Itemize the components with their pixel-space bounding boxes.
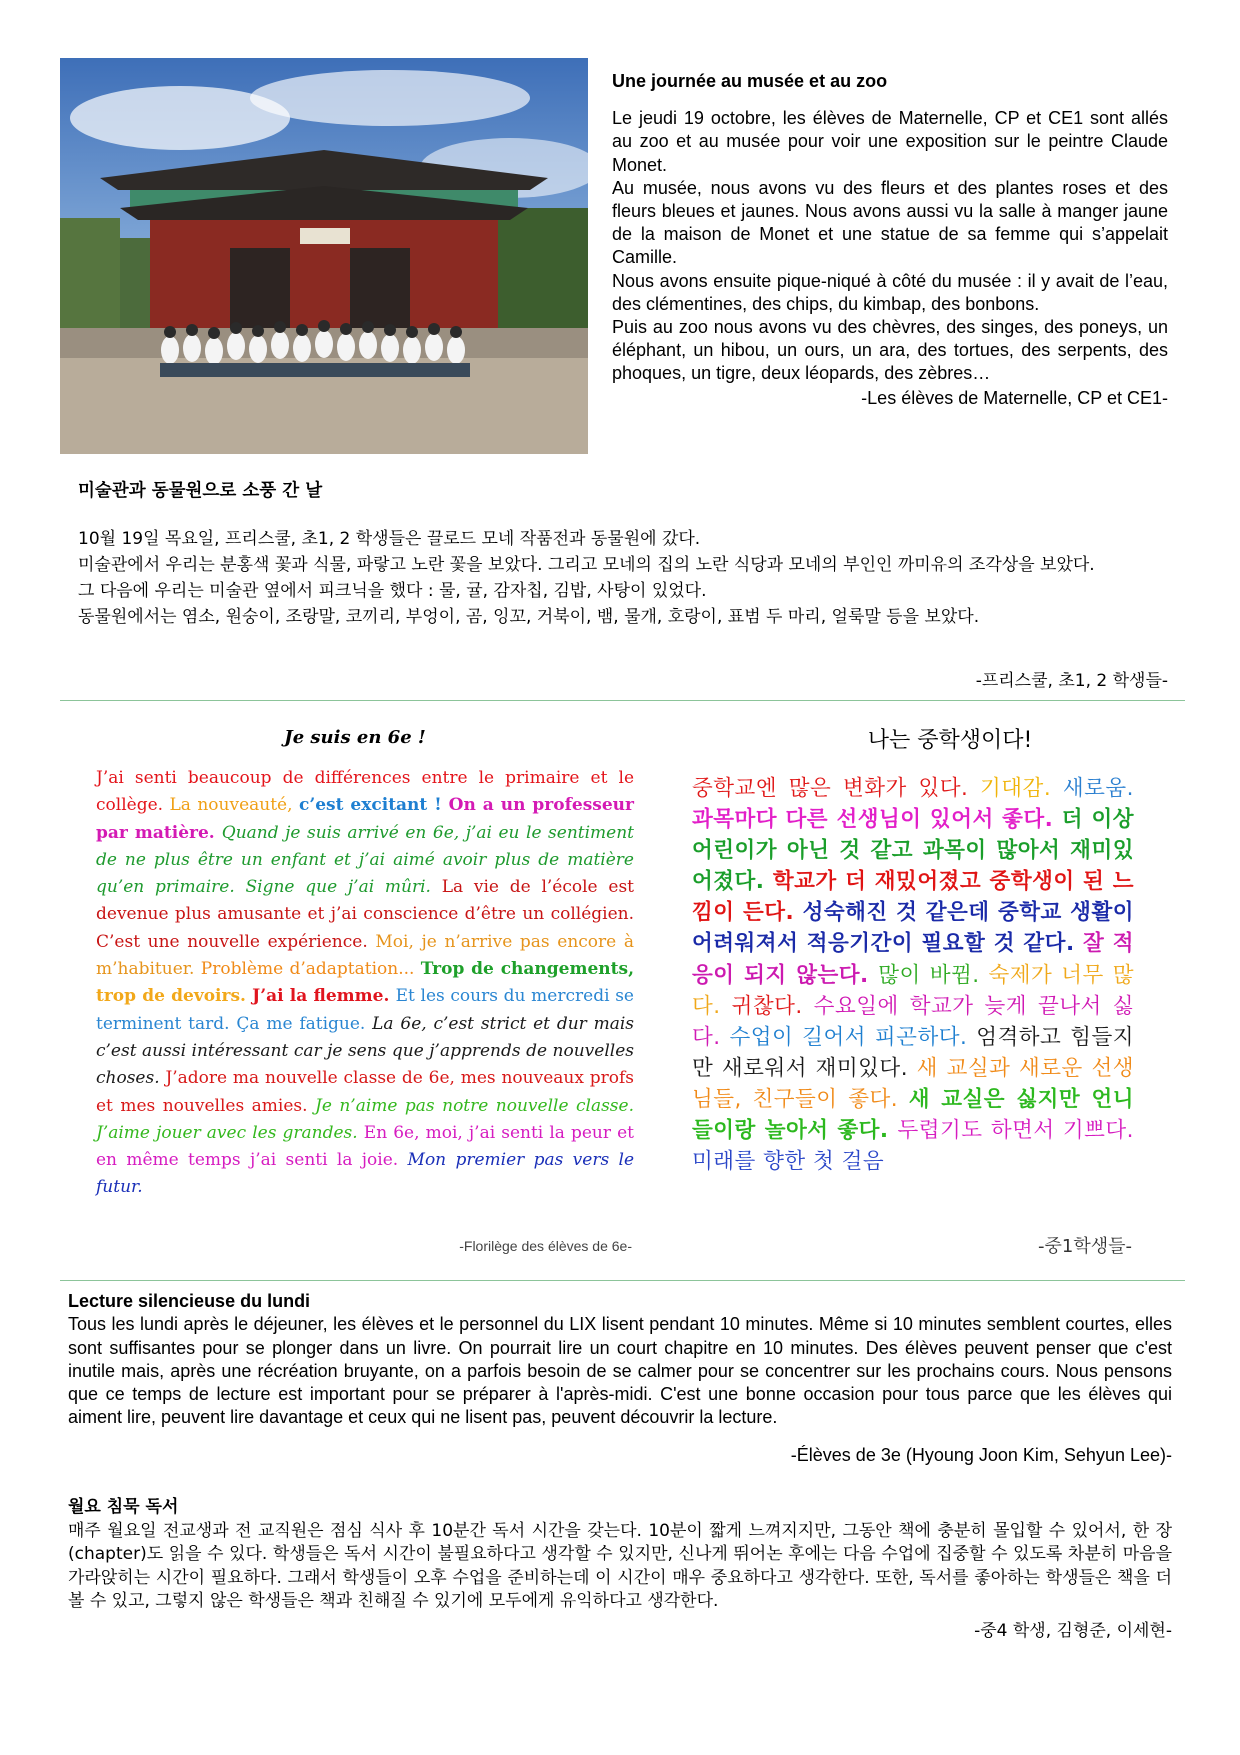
museum-article-fr — [612, 70, 1168, 410]
museum-article-fr-title: Une journée au musée et au zoo — [612, 71, 888, 91]
text-segment: La vie de l’école est devenue plus amusante et j’ai conscience d’être un collégien. C’est une nouvelle expérience. — [96, 877, 634, 952]
text-segment: J’ai senti beaucoup de différences entre le primaire et le collège. — [96, 768, 634, 816]
museum-ko-signature: -프리스쿨, 초1, 2 학생들- — [975, 671, 1168, 691]
text-segment: 새 교실과 새로운 선생님들, 친구들이 좋다. — [692, 1055, 1134, 1112]
lecture-ko-text: 매주 월요일 전교생과 전 교직원은 점심 식사 후 10분간 독서 시간을 갖는다. 10분이 짧게 느껴지지만, 그동안 책에 충분히 몰입할 수 있어서, 한 장(chapter)도 읽을 수 있다. 학생들은 독서 시간이 불필요하다고 생각할 수 있지만, 신나게 뛰어논 후에는 다음 수업에 집중할 수 있도록 차분히 마음을 가라앉히는 시간이 필요하다. 그래서 학생들이 오후 수업을 준비하는데 이 시간이 매우 중요하다고 생각한다. 또한, 독서를 좋아하는 학생들은 책을 더 볼 수 있고, 그렇지 않은 학생들은 책과 친해질 수 있기에 모두에게 유익하다고 생각한다. — [68, 1520, 1172, 1611]
museum-fr-paragraph: Nous avons ensuite pique-niqué à côté du musée : il y avait de l’eau, des clémentines, des chips, du kimbap, des bonbons. — [612, 270, 1168, 314]
text-segment: 수요일에 학교가 늦게 끝나서 싫다. — [692, 993, 1134, 1050]
text-segment: La 6e, c’est strict et dur mais c’est aussi intéressant car je sens que j’apprends de nouvelles choses. — [96, 1013, 635, 1089]
lecture-ko-title: 월요 침묵 독서 — [68, 1497, 179, 1517]
sixieme-signature: -Florilège des élèves de 6e- — [459, 1238, 632, 1254]
text-segment: 두렵기도 하면서 기쁘다. — [897, 1118, 1134, 1144]
lecture-fr-text: Tous les lundi après le déjeuner, les élèves et le personnel du LIX lisent pendant 10 minutes. Même si 10 minutes semblent courtes, elles sont suffisantes pour se plonger dans un livre. On pourrait lire un court chapitre en 10 minutes. Des élèves peuvent penser que c'est inutile mais, après une récréation bruyante, on a parfois besoin de se calmer pour se concentrer sur les prochains cours. Nous pensons que ce temps de lecture est important pour se préparer à l'après-midi. C'est une bonne occasion pour tous parce que les élèves qui aiment lire, peuvent lire davantage et ceux qui ne lisent pas, peuvent découvrir la lecture. — [68, 1314, 1172, 1428]
text-segment: 학교가 더 재밌어졌고 중학생이 된 느낌이 든다. — [692, 869, 1134, 926]
text-segment: Problème d’adaptation... — [200, 959, 421, 980]
lecture-fr-signature: -Élèves de 3e (Hyoung Joon Kim, Sehyun Lee)- — [790, 1444, 1172, 1465]
section-divider — [60, 1280, 1185, 1281]
sixieme-title: Je suis en 6e ! — [284, 727, 426, 748]
text-segment: 더 이상 어린이가 아닌 것 같고 과목이 많아서 재미있어졌다. — [692, 807, 1134, 895]
text-segment: 미래를 향한 첫 걸음 — [692, 1149, 885, 1175]
museum-ko-line: 미술관에서 우리는 분홍색 꽃과 식물, 파랗고 노란 꽃을 보았다. 그리고 모네의 집의 노란 식당과 모네의 부인인 까미유의 조각상을 보았다. — [78, 555, 1095, 575]
text-segment: Mon premier pas vers le futur. — [96, 1150, 635, 1198]
text-segment: 엄격하고 힘들지만 새로워서 재미있다. — [692, 1024, 1134, 1081]
museum-ko-line: 10월 19일 목요일, 프리스쿨, 초1, 2 학생들은 끌로드 모네 작품전과 동물원에 갔다. — [78, 529, 701, 549]
museum-article-ko-title: 미술관과 동물원으로 소풍 간 날 — [78, 481, 323, 501]
museum-ko-line: 그 다음에 우리는 미술관 옆에서 피크닉을 했다 : 물, 귤, 감자칩, 김밥, 사탕이 있었다. — [78, 581, 707, 601]
museum-fr-paragraph: Le jeudi 19 octobre, les élèves de Maternelle, CP et CE1 sont allés au zoo et au musée pour voir une exposition sur le peintre Claude Monet. — [612, 108, 1168, 175]
text-segment: Trop de changements, — [420, 959, 635, 980]
text-segment: On a un professeur par matière. — [96, 795, 634, 843]
text-segment: Quand je suis arrivé en 6e, j’ai eu le sentiment de ne plus être un enfant et j’ai aimé avoir plus de matière qu’en primaire. Signe que j’ai mûri. — [96, 822, 635, 898]
text-segment: trop de devoirs. — [96, 986, 253, 1007]
text-segment: 숙제가 너무 많다. — [692, 962, 1134, 1019]
text-segment: 잘 적응이 되지 않는다. — [692, 931, 1134, 988]
museum-article-ko — [78, 478, 1168, 691]
text-segment: c’est excitant ! — [298, 795, 449, 816]
text-segment: J’ai la flemme. — [252, 986, 396, 1007]
text-segment: 귀찮다. — [731, 993, 814, 1019]
text-segment: Et les cours du mercredi se terminent tard. Ça me fatigue. — [96, 986, 634, 1034]
museum-fr-paragraph: Au musée, nous avons vu des fleurs et des plantes roses et des fleurs bleues et jaunes. Nous avons aussi vu la salle à manger jaune de la maison de Monet et une statue de sa femme qui s’appelait Camille. — [612, 177, 1168, 268]
lecture-article-ko — [68, 1496, 1172, 1643]
text-segment: En 6e, moi, j’ai senti la peur et en même temps j’ai senti la joie. — [96, 1122, 634, 1171]
text-segment: 새 교실은 싫지만 언니들이랑 놀아서 좋다. — [692, 1086, 1134, 1144]
lecture-fr-title: Lecture silencieuse du lundi — [68, 1291, 311, 1311]
text-segment: La nouveauté, — [169, 795, 299, 816]
ko-middle-school-title: 나는 중학생이다! — [867, 728, 1033, 753]
text-segment: 과목마다 다른 선생님이 있어서 좋다. — [692, 807, 1062, 833]
ko-middle-school-text — [692, 773, 1134, 1177]
text-segment: 기대감. — [980, 776, 1063, 801]
sixieme-text — [96, 765, 634, 1202]
text-segment: 많이 바뀜. — [878, 962, 989, 988]
museum-group-photo — [60, 58, 588, 454]
text-segment: J’adore ma nouvelle classe de 6e, mes nouveaux profs et mes nouvelles amies. — [96, 1068, 634, 1116]
lecture-ko-signature: -중4 학생, 김형준, 이세현- — [974, 1620, 1172, 1641]
text-segment: 성숙해진 것 같은데 중학교 생활이 어려워져서 적응기간이 필요할 것 같다. — [692, 900, 1134, 957]
text-segment: Je n’aime pas notre nouvelle classe. J’aime jouer avec les grandes. — [96, 1095, 634, 1143]
museum-fr-paragraph: Puis au zoo nous avons vu des chèvres, des singes, des poneys, un éléphant, un hibou, un ours, un ara, des tortues, des serpents, des phoques, un tigre, deux léopards, des zèbres… — [612, 317, 1168, 384]
section-divider — [60, 700, 1185, 701]
text-segment: 중학교엔 많은 변화가 있다. — [692, 776, 981, 801]
text-segment: 새로움. — [1062, 776, 1134, 801]
text-segment: 수업이 길어서 피곤하다. — [729, 1024, 977, 1050]
museum-fr-signature: -Les élèves de Maternelle, CP et CE1- — [861, 387, 1168, 408]
text-segment: Moi, je n’arrive pas encore à m’habituer. — [96, 931, 634, 980]
lecture-article-fr — [68, 1290, 1172, 1467]
museum-ko-line: 동물원에서는 염소, 원숭이, 조랑말, 코끼리, 부엉이, 곰, 잉꼬, 거북이, 뱀, 물개, 호랑이, 표범 두 마리, 얼룩말 등을 보았다. — [78, 607, 980, 627]
ko-middle-school-signature: -중1학생들- — [1038, 1236, 1132, 1257]
